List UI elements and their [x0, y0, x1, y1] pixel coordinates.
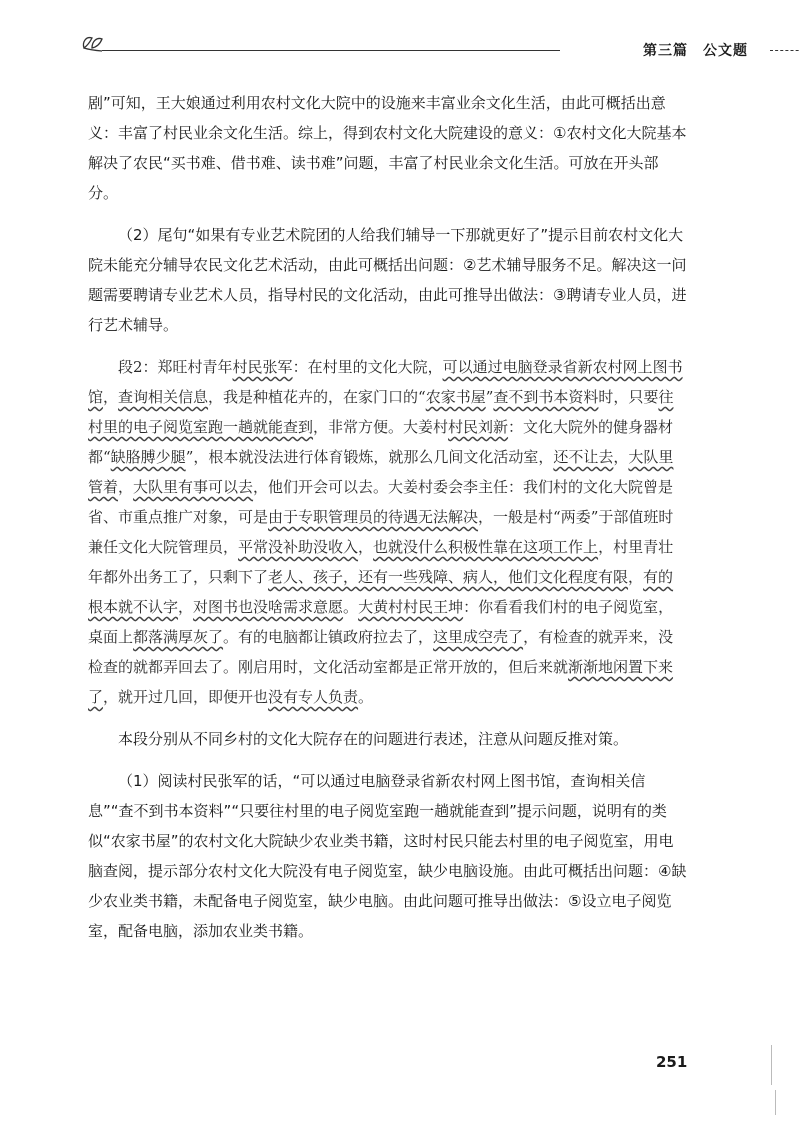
material-text: 时，只要 [598, 388, 659, 406]
material-text: ，就开过几回，即便开也 [103, 688, 269, 706]
material-text: 。 [358, 688, 374, 706]
header-rule-right [770, 50, 800, 51]
underlined-text: 大队里有事可以去 [133, 478, 254, 496]
underlined-text: 由于专职管理员的待遇无法解决 [268, 508, 479, 526]
paragraph-5: （1）阅读村民张军的话，“可以通过电脑登录省新农村网上图书馆，查询相关信息”“查不到书本资料”“只要往村里的电子阅览室跑一趟就能查到”提示问题，说明有的类似“农家书屋”的农村文化大院缺少农业类书籍，这时村民只能去村里的电子阅览室，用电脑查阅，提示部分农村文化大院没有电子阅览室，缺少电脑设施。由此可概括出问题：④缺少农业类书籍，未配备电子阅览室，缺少电脑。由此问题可推导出做法：⑤设立电子阅览室，配备电脑，添加农业类书籍。 [88, 772, 687, 940]
material-text: ，一般是村“两委”于部值班时兼任文化大院管理员， [88, 508, 674, 556]
quoted-material-paragraph [88, 352, 688, 712]
underlined-text: 往村里的电子阅览室跑一趟就能查到 [88, 388, 674, 436]
underlined-text: 平常没补助没收入 [238, 538, 359, 556]
underlined-text: 有的根本就不认字 [88, 568, 674, 616]
underlined-text: 老人、孩子，还有一些残障、病人，他们文化程度有限 [268, 568, 629, 586]
page-body [88, 88, 688, 946]
underlined-text: 都落满厚灰了 [133, 628, 224, 646]
scan-margin-mark [775, 1090, 776, 1115]
material-text: ，村里青壮年都外出务工了，只剩下了 [88, 538, 674, 586]
underlined-text: 渐渐地闲置下来了 [88, 658, 674, 706]
material-text: 。 [343, 598, 359, 616]
material-text: ， [628, 568, 644, 586]
underlined-text: 这里成空壳了 [433, 628, 524, 646]
underlined-text: 查询相关信息 [118, 388, 209, 406]
underlined-text: 可以通过电脑登录省新农村网上图书馆 [88, 358, 683, 406]
material-text: ，我是种植花卉的，在家门口的“ [208, 388, 426, 406]
underlined-text: 缺胳膊少腿 [110, 448, 186, 466]
leaf-ornament-icon [80, 32, 104, 52]
material-text: ， [103, 388, 119, 406]
page-header [80, 30, 775, 60]
material-text: 。有的电脑都让镇政府拉去了， [223, 628, 434, 646]
material-text: ：文化大院外的健身器材都“ [88, 418, 674, 466]
underlined-text: 村民张军 [232, 358, 293, 376]
material-text: ：在村里的文化大院， [292, 358, 443, 376]
material-text: ：你看看我们村的电子阅览室，桌面上 [88, 598, 674, 646]
material-text: ”，根本就没法进行体育锻炼，就那么几间文化活动室， [185, 448, 554, 466]
chapter-title: 第三篇 公文题 [643, 43, 748, 59]
paragraph-4: 本段分别从不同乡村的文化大院存在的问题进行表述，注意从问题反推对策。 [118, 730, 629, 748]
material-text: ” [485, 388, 494, 406]
material-text: ，非常方便。大姜村 [313, 418, 449, 436]
material-text: 段2：郑旺村青年 [118, 358, 233, 376]
page-number: 251 [656, 1053, 688, 1071]
material-text: ， [178, 598, 194, 616]
material-text: ，有检查的就弄来，没检查的就都弄回去了。刚启用时，文化活动室都是正常开放的，但后来就 [88, 628, 674, 676]
paragraph-1: 剧”可知，王大娘通过利用农村文化大院中的设施来丰富业余文化生活，由此可概括出意义：丰富了村民业余文化生活。综上，得到农村文化大院建设的意义：①农村文化大院基本解决了农民“买书难、借书难、读书难”问题，丰富了村民业余文化生活。可放在开头部分。 [88, 94, 687, 202]
underlined-text: 没有专人负责 [268, 688, 359, 706]
underlined-text: 村民刘新 [448, 418, 509, 436]
scan-margin-mark [771, 1045, 772, 1085]
material-text: ，他们开会可以去。大姜村委会李主任：我们村的文化大院曾是省、市重点推广对象，可是 [88, 478, 674, 526]
underlined-text: 也就没什么积极性靠在这项工作上 [373, 538, 599, 556]
paragraph-2: （2）尾句“如果有专业艺术院团的人给我们辅导一下那就更好了”提示目前农村文化大院未能充分辅导农民文化艺术活动，由此可概括出问题：②艺术辅导服务不足。解决这一问题需要聘请专业艺术人员，指导村民的文化活动，由此可推导出做法：③聘请专业人员，进行艺术辅导。 [88, 226, 687, 334]
underlined-text: 对图书也没啥需求意愿 [193, 598, 344, 616]
underlined-text: 还不让去 [553, 448, 614, 466]
header-rule-left [102, 50, 560, 51]
material-text: ， [118, 478, 134, 496]
material-text: ， [613, 448, 629, 466]
underlined-text: 查不到书本资料 [493, 388, 599, 406]
underlined-text: 大队里管着 [88, 448, 674, 496]
material-text: ， [358, 538, 374, 556]
underlined-text: 农家书屋 [425, 388, 486, 406]
underlined-text: 大黄村村民王坤 [358, 598, 464, 616]
